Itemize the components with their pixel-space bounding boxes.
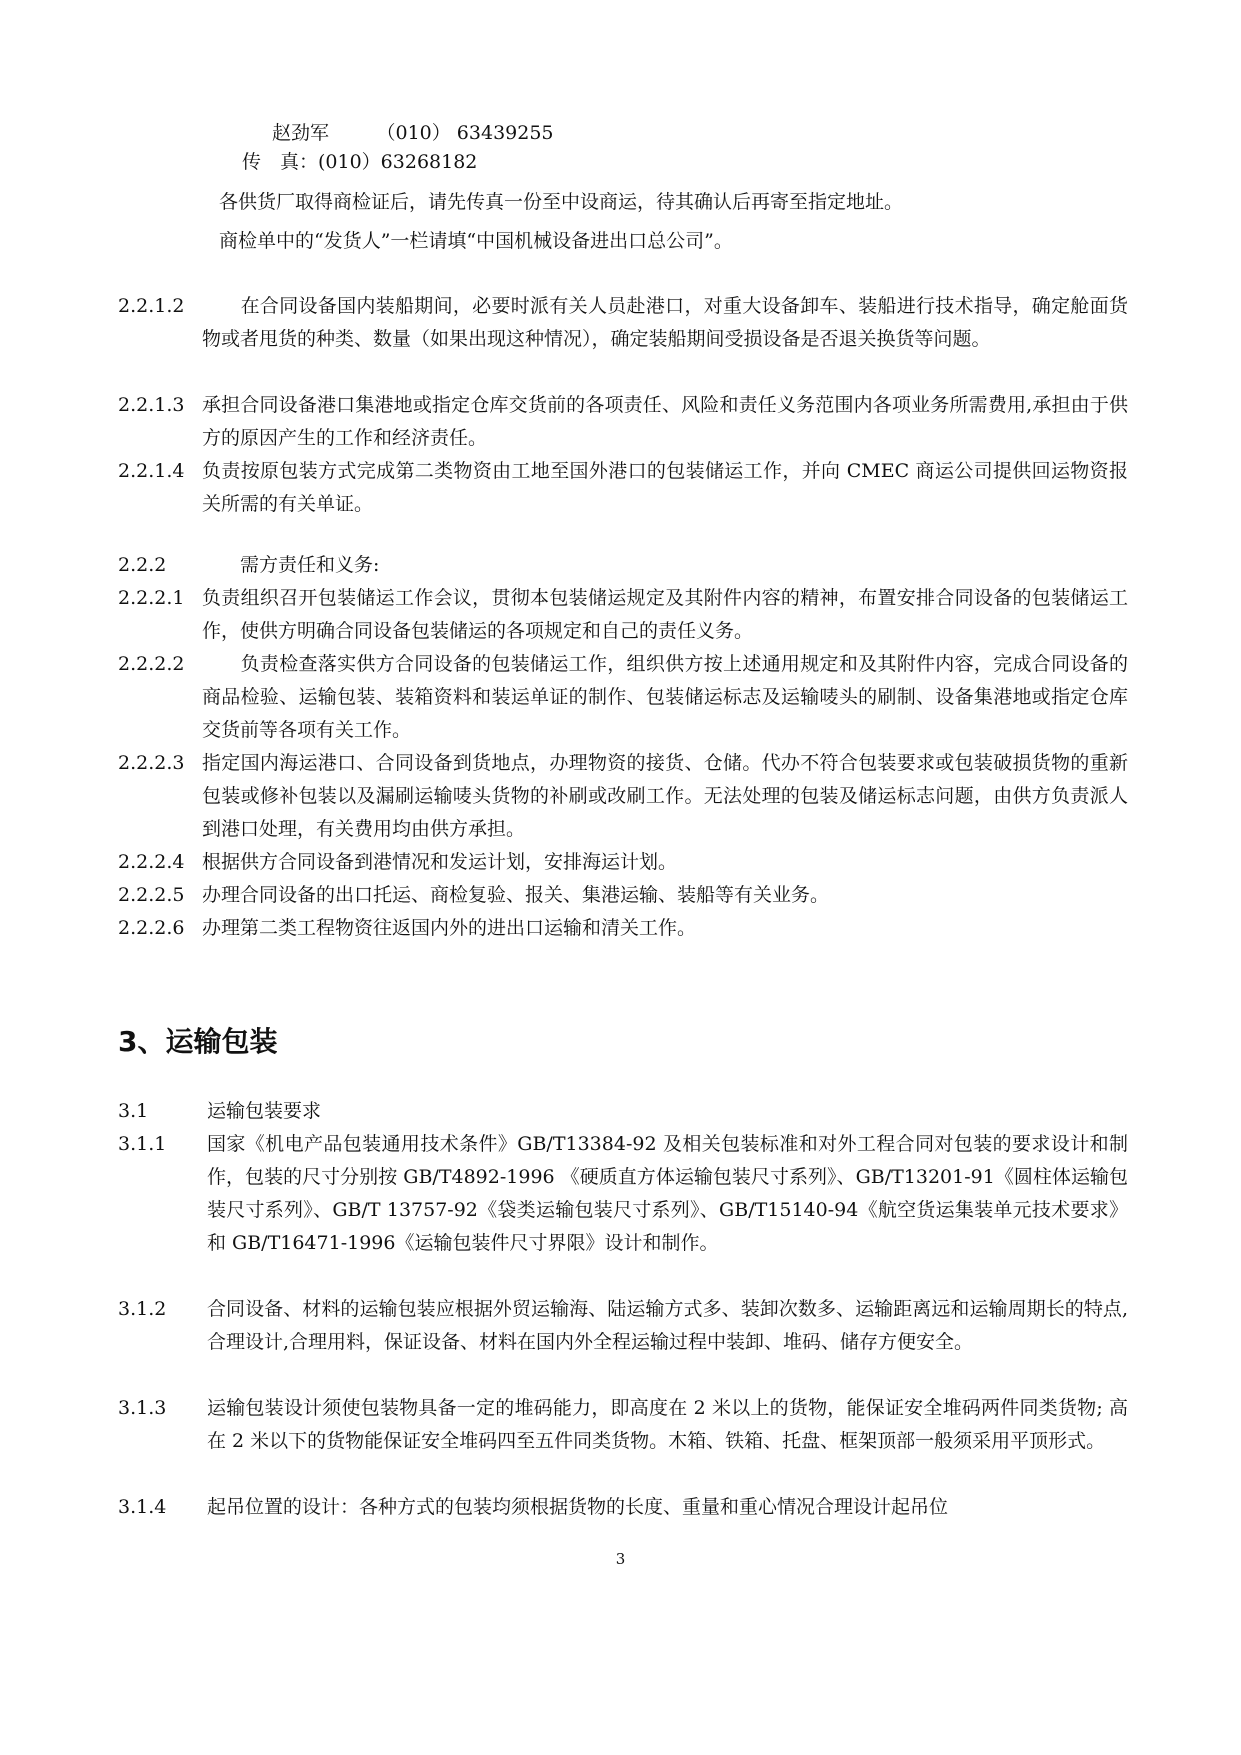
clause-text: 负责组织召开包装储运工作会议，贯彻本包装储运规定及其附件内容的精神，布置安排合同设备的包装储运工作，使供方明确合同设备包装储运的各项规定和自己的责任义务。: [202, 587, 1128, 642]
clause-number: 3.1: [118, 1100, 149, 1122]
clause-text: 合同设备、材料的运输包装应根据外贸运输海、陆运输方式多、装卸次数多、运输距离远和运输周期长的特点,合理设计,合理用料，保证设备、材料在国内外全程运输过程中装卸、堆码、储存方便安全。: [207, 1298, 1128, 1353]
clause-2-2-2-4: [118, 846, 1128, 879]
clause-text: 在合同设备国内装船期间，必要时派有关人员赴港口，对重大设备卸车、装船进行技术指导，确定舱面货物或者甩货的种类、数量（如果出现这种情况），确定装船期间受损设备是否退关换货等问题。: [202, 295, 1128, 350]
clause-text: 起吊位置的设计：各种方式的包装均须根据货物的长度、重量和重心情况合理设计起吊位: [207, 1496, 949, 1518]
clause-2-2-2-3: [118, 747, 1128, 846]
clause-2-2-2-5: [118, 879, 1128, 912]
clause-3-1-3: [118, 1392, 1128, 1458]
clause-text: 负责按原包装方式完成第二类物资由工地至国外港口的包装储运工作，并向 CMEC 商运公司提供回运物资报关所需的有关单证。: [202, 460, 1128, 515]
clause-number: 2.2.2: [118, 554, 167, 576]
clause-text: 国家《机电产品包装通用技术条件》GB/T13384-92 及相关包装标准和对外工程合同对包装的要求设计和制作，包装的尺寸分别按 GB/T4892-1996 《硬质直方体运输包装尺寸系列》、GB/T13201-91《圆柱体运输包装尺寸系列》、GB/T 13757-92《袋类运输包装尺寸系列》、GB/T15140-94《航空货运集装单元技术要求》和 GB/T16471-1996《运输包装件尺寸界限》设计和制作。: [207, 1133, 1128, 1254]
clause-number: 3.1.4: [118, 1496, 167, 1518]
section-heading: 3、运输包装: [118, 1025, 278, 1058]
clause-text: 运输包装要求: [207, 1100, 322, 1122]
clause-number: 2.2.2.5: [118, 884, 185, 906]
clause-number: 3.1.2: [118, 1298, 167, 1320]
clause-number: 2.2.2.6: [118, 917, 185, 939]
clause-2-2-2-1: [118, 582, 1128, 648]
clause-title: 需方责任和义务:: [202, 554, 380, 576]
clause-2-2-2-2: [118, 648, 1128, 747]
clause-number: 2.2.1.2: [118, 295, 185, 317]
clause-text: 运输包装设计须使包装物具备一定的堆码能力，即高度在 2 米以上的货物，能保证安全堆码两件同类货物; 高在 2 米以下的货物能保证安全堆码四至五件同类货物。木箱、铁箱、托盘、框架顶部一般须采用平顶形式。: [207, 1397, 1128, 1452]
clause-text: 办理合同设备的出口托运、商检复验、报关、集港运输、装船等有关业务。: [202, 884, 830, 906]
contact-name-line: 赵劲军 （010） 63439255: [272, 122, 554, 144]
clause-text: 指定国内海运港口、合同设备到货地点，办理物资的接货、仓储。代办不符合包装要求或包装破损货物的重新包装或修补包装以及漏刷运输唛头货物的补刷或改刷工作。无法处理的包装及储运标志问题，由供方负责派人到港口处理，有关费用均由供方承担。: [202, 752, 1128, 840]
clause-text: 办理第二类工程物资往返国内外的进出口运输和清关工作。: [202, 917, 697, 939]
clause-2-2-1-2: [118, 290, 1128, 356]
clause-2-2-1-3: [118, 389, 1128, 455]
clause-3-1: [118, 1095, 1128, 1128]
clause-number: 3.1.3: [118, 1397, 167, 1419]
clause-number: 2.2.2.3: [118, 752, 185, 774]
clause-text: 承担合同设备港口集港地或指定仓库交货前的各项责任、风险和责任义务范围内各项业务所需费用,承担由于供方的原因产生的工作和经济责任。: [202, 394, 1128, 449]
note-line: 商检单中的“发货人”一栏请填“中国机械设备进出口总公司”。: [219, 230, 733, 252]
clause-3-1-4: [118, 1491, 1128, 1524]
clause-number: 2.2.2.1: [118, 587, 185, 609]
page-number: 3: [615, 1550, 626, 1568]
clause-3-1-1: [118, 1128, 1128, 1260]
clause-number: 2.2.2.2: [118, 653, 185, 675]
clause-2-2-1-4: [118, 455, 1128, 521]
clause-text: 根据供方合同设备到港情况和发运计划，安排海运计划。: [202, 851, 678, 873]
clause-number: 2.2.1.4: [118, 460, 185, 482]
clause-3-1-2: [118, 1293, 1128, 1359]
clause-number: 2.2.2.4: [118, 851, 185, 873]
clause-2-2-2: [118, 549, 1128, 582]
note-line: 各供货厂取得商检证后，请先传真一份至中设商运，待其确认后再寄至指定地址。: [219, 191, 904, 213]
clause-2-2-2-6: [118, 912, 1128, 945]
clause-text: 负责检查落实供方合同设备的包装储运工作，组织供方按上述通用规定和及其附件内容，完成合同设备的商品检验、运输包装、装箱资料和装运单证的制作、包装储运标志及运输唛头的刷制、设备集港地或指定仓库交货前等各项有关工作。: [202, 653, 1128, 741]
contact-fax-line: 传 真：(010）63268182: [242, 151, 478, 173]
clause-number: 3.1.1: [118, 1133, 167, 1155]
clause-number: 2.2.1.3: [118, 394, 185, 416]
